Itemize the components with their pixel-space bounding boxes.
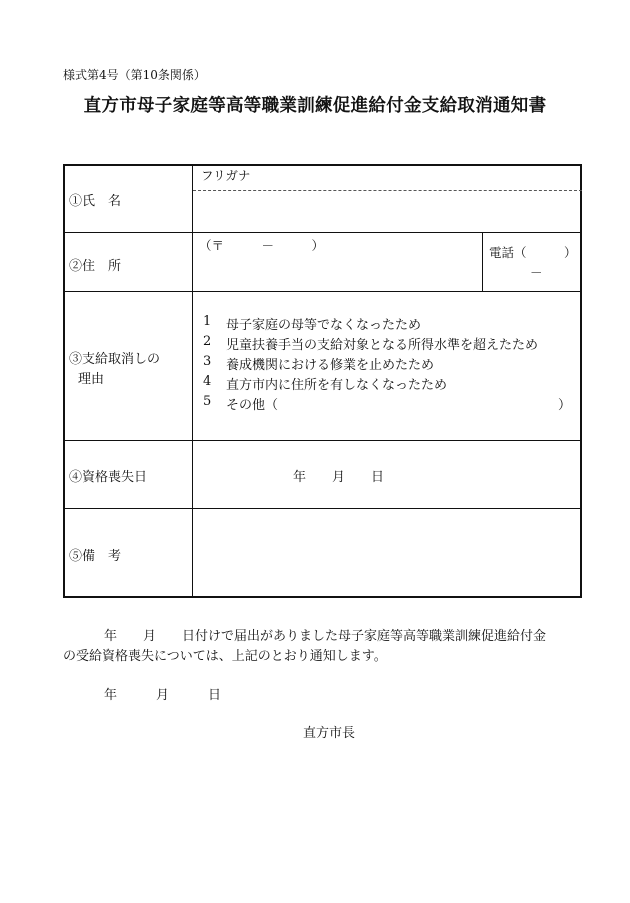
remarks-field[interactable]: [195, 511, 581, 596]
phone-dash: －: [530, 265, 543, 280]
reason-item-text: 児童扶養手当の支給対象となる所得水準を超えたため: [226, 338, 539, 353]
reason-item-number: 3: [203, 354, 212, 369]
reason-label-line2: 理由: [78, 372, 105, 387]
reason-item-number: 4: [203, 374, 212, 389]
notice-line-1: 年 月 日付けで届出がありました母子家庭等高等職業訓練促進給付金: [104, 629, 547, 644]
row-divider: [63, 440, 582, 441]
name-field[interactable]: [195, 192, 581, 231]
furigana-divider: [193, 190, 582, 191]
phone-cell-divider: [482, 232, 483, 291]
reason-item-text: 養成機関における修業を止めたため: [226, 358, 435, 373]
postal-code-field[interactable]: （〒 － ）: [199, 238, 325, 253]
reason-item-number: 1: [203, 314, 212, 329]
name-label: ①氏 名: [69, 194, 122, 209]
remarks-label: ⑤備 考: [69, 549, 122, 564]
reason-item-number: 5: [203, 394, 212, 409]
row-divider: [63, 291, 582, 292]
row-divider: [63, 232, 582, 233]
address-label: ②住 所: [69, 259, 122, 274]
form-number: 様式第4号（第10条関係）: [63, 68, 206, 82]
issue-date: 年 月 日: [104, 688, 222, 703]
notice-line-2: の受給資格喪失については、上記のとおり通知します。: [63, 649, 387, 664]
issuer-name: 直方市長: [303, 726, 356, 741]
label-column-divider: [192, 164, 193, 598]
reason-item-text: 母子家庭の母等でなくなったため: [226, 318, 422, 333]
phone-label: 電話（ ）: [489, 245, 577, 260]
reason-item-text: その他（: [226, 398, 279, 413]
reason-item-text: 直方市内に住所を有しなくなったため: [226, 378, 448, 393]
reason-item-number: 2: [203, 334, 212, 349]
document-title: 直方市母子家庭等高等職業訓練促進給付金支給取消通知書: [83, 96, 547, 116]
other-close-paren: ）: [558, 398, 572, 413]
loss-date-label: ④資格喪失日: [69, 470, 148, 485]
loss-date-field[interactable]: 年 月 日: [293, 470, 385, 485]
reason-label-line1: ③支給取消しの: [69, 352, 161, 367]
furigana-label: フリガナ: [201, 168, 251, 183]
row-divider: [63, 508, 582, 509]
